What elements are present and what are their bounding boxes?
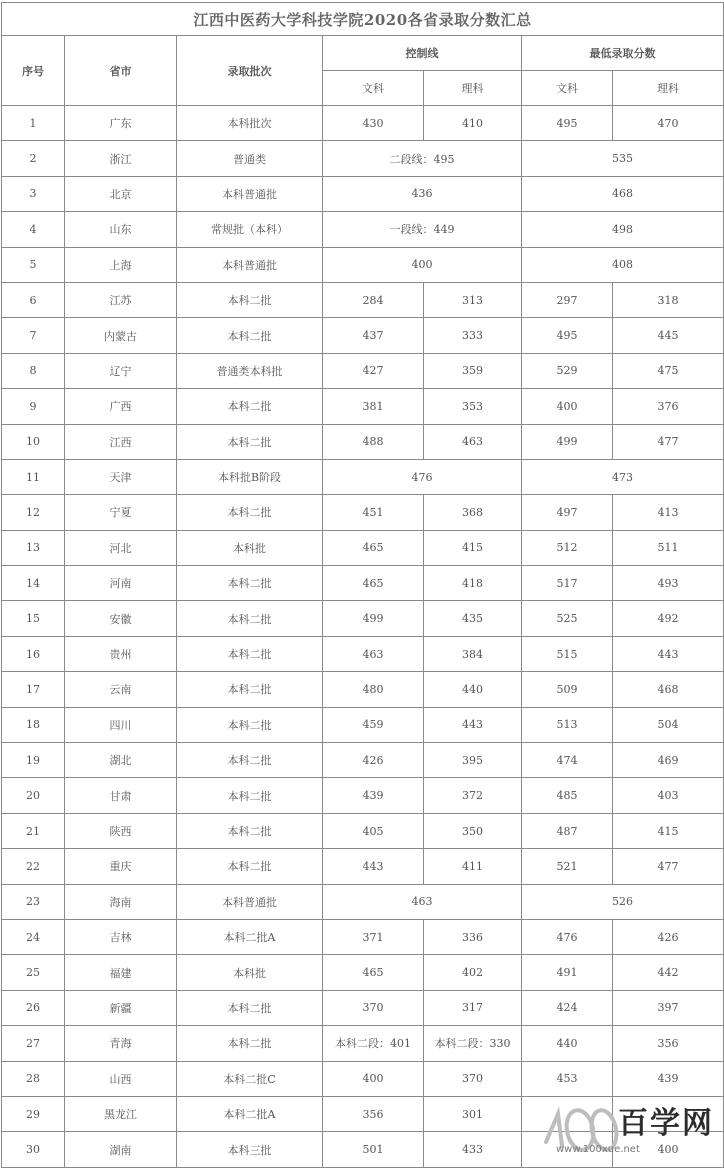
cell-index: 30	[2, 1132, 65, 1167]
cell-index: 22	[2, 849, 65, 884]
cell-index: 16	[2, 636, 65, 671]
cell-province: 河南	[65, 566, 177, 601]
cell-control-science: 435	[424, 601, 522, 636]
cell-control-arts: 437	[323, 318, 424, 353]
cell-min-science: 439	[613, 1061, 724, 1096]
cell-control-science: 350	[424, 813, 522, 848]
cell-control-arts: 405	[323, 813, 424, 848]
cell-min-score: 535	[522, 141, 724, 176]
table-row	[2, 530, 724, 565]
watermark-url: www.100xue.net	[556, 1144, 640, 1155]
cell-province: 黑龙江	[65, 1096, 177, 1131]
cell-batch: 本科二批	[177, 318, 323, 353]
cell-control-science: 333	[424, 318, 522, 353]
cell-index: 17	[2, 672, 65, 707]
cell-index: 13	[2, 530, 65, 565]
table-row	[2, 707, 724, 742]
cell-index: 23	[2, 884, 65, 919]
cell-control-science: 402	[424, 955, 522, 990]
cell-index: 15	[2, 601, 65, 636]
cell-control-line: 463	[323, 884, 522, 919]
cell-batch: 本科二批	[177, 672, 323, 707]
cell-province: 宁夏	[65, 495, 177, 530]
cell-batch: 本科三批	[177, 1132, 323, 1167]
cell-control-line: 476	[323, 459, 522, 494]
header-batch: 录取批次	[177, 36, 323, 106]
table-row	[2, 566, 724, 601]
table-row	[2, 955, 724, 990]
cell-min-science: 475	[613, 353, 724, 388]
table-row	[2, 141, 724, 176]
cell-control-science: 443	[424, 707, 522, 742]
cell-control-line: 436	[323, 176, 522, 211]
cell-index: 1	[2, 106, 65, 141]
cell-control-science: 395	[424, 743, 522, 778]
cell-index: 18	[2, 707, 65, 742]
cell-index: 14	[2, 566, 65, 601]
table-row	[2, 389, 724, 424]
cell-min-score: 473	[522, 459, 724, 494]
cell-min-science: 376	[613, 389, 724, 424]
cell-batch: 本科二批	[177, 707, 323, 742]
cell-batch: 本科批B阶段	[177, 459, 323, 494]
cell-min-science: 493	[613, 566, 724, 601]
cell-index: 6	[2, 282, 65, 317]
cell-min-arts: 515	[522, 636, 613, 671]
cell-min-science: 403	[613, 778, 724, 813]
cell-control-line: 二段线：495	[323, 141, 522, 176]
cell-control-science: 336	[424, 919, 522, 954]
table-row	[2, 495, 724, 530]
cell-min-arts: 440	[522, 1026, 613, 1061]
cell-index: 25	[2, 955, 65, 990]
cell-index: 26	[2, 990, 65, 1025]
cell-province: 四川	[65, 707, 177, 742]
cell-min-science: 477	[613, 849, 724, 884]
cell-batch: 本科批	[177, 955, 323, 990]
cell-batch: 本科二批	[177, 566, 323, 601]
cell-province: 湖北	[65, 743, 177, 778]
cell-index: 28	[2, 1061, 65, 1096]
cell-index: 9	[2, 389, 65, 424]
cell-min-arts: 400	[522, 389, 613, 424]
cell-min-arts: 509	[522, 672, 613, 707]
cell-index: 27	[2, 1026, 65, 1061]
cell-control-science: 372	[424, 778, 522, 813]
cell-min-arts: 529	[522, 353, 613, 388]
cell-control-science: 359	[424, 353, 522, 388]
table-body	[2, 106, 724, 1168]
cell-min-arts: 499	[522, 424, 613, 459]
cell-province: 新疆	[65, 990, 177, 1025]
cell-min-arts: 497	[522, 495, 613, 530]
cell-index: 21	[2, 813, 65, 848]
cell-control-arts: 465	[323, 530, 424, 565]
cell-control-arts: 488	[323, 424, 424, 459]
cell-province: 安徽	[65, 601, 177, 636]
cell-min-arts: 424	[522, 990, 613, 1025]
cell-control-science: 433	[424, 1132, 522, 1167]
cell-control-arts: 381	[323, 389, 424, 424]
cell-batch: 本科二批C	[177, 1061, 323, 1096]
cell-control-science: 301	[424, 1096, 522, 1131]
cell-province: 青海	[65, 1026, 177, 1061]
cell-batch: 本科普通批	[177, 884, 323, 919]
cell-min-arts: 474	[522, 743, 613, 778]
table-row	[2, 990, 724, 1025]
cell-control-science: 384	[424, 636, 522, 671]
cell-batch: 本科二批	[177, 849, 323, 884]
table-row	[2, 1026, 724, 1061]
header-control-arts: 文科	[323, 71, 424, 106]
table-row	[2, 1061, 724, 1096]
cell-min-arts: 513	[522, 707, 613, 742]
cell-min-science: 442	[613, 955, 724, 990]
table-row	[2, 247, 724, 282]
cell-batch: 本科二批	[177, 743, 323, 778]
cell-control-arts: 284	[323, 282, 424, 317]
table-row	[2, 601, 724, 636]
cell-min-science: 443	[613, 636, 724, 671]
watermark-text: 百学网	[618, 1106, 714, 1141]
cell-min-arts: 485	[522, 778, 613, 813]
cell-batch: 本科二批A	[177, 1096, 323, 1131]
cell-batch: 本科二批	[177, 424, 323, 459]
cell-control-science: 353	[424, 389, 522, 424]
cell-index: 3	[2, 176, 65, 211]
cell-control-arts: 443	[323, 849, 424, 884]
cell-province: 广西	[65, 389, 177, 424]
cell-min-science: 318	[613, 282, 724, 317]
cell-min-arts: 521	[522, 849, 613, 884]
cell-min-arts: 495	[522, 106, 613, 141]
cell-batch: 本科二批	[177, 1026, 323, 1061]
cell-control-science: 370	[424, 1061, 522, 1096]
cell-control-science: 463	[424, 424, 522, 459]
cell-min-score: 408	[522, 247, 724, 282]
cell-batch: 本科二批	[177, 636, 323, 671]
cell-control-line: 400	[323, 247, 522, 282]
cell-min-science: 511	[613, 530, 724, 565]
cell-batch: 本科批次	[177, 106, 323, 141]
cell-province: 江苏	[65, 282, 177, 317]
cell-province: 天津	[65, 459, 177, 494]
header-control-line: 控制线	[323, 36, 522, 71]
cell-control-arts: 本科二段：401	[323, 1026, 424, 1061]
page-title: 江西中医药大学科技学院2020各省录取分数汇总	[2, 3, 724, 36]
cell-min-science: 397	[613, 990, 724, 1025]
cell-min-science: 469	[613, 743, 724, 778]
cell-batch: 普通类本科批	[177, 353, 323, 388]
cell-province: 重庆	[65, 849, 177, 884]
cell-min-science: 470	[613, 106, 724, 141]
cell-control-arts: 370	[323, 990, 424, 1025]
cell-control-arts: 463	[323, 636, 424, 671]
table-row	[2, 282, 724, 317]
table-row	[2, 778, 724, 813]
cell-index: 4	[2, 212, 65, 247]
cell-control-science: 410	[424, 106, 522, 141]
cell-province: 内蒙古	[65, 318, 177, 353]
cell-province: 辽宁	[65, 353, 177, 388]
cell-index: 29	[2, 1096, 65, 1131]
cell-control-science: 415	[424, 530, 522, 565]
header-index: 序号	[2, 36, 65, 106]
table-row	[2, 106, 724, 141]
cell-control-science: 317	[424, 990, 522, 1025]
cell-control-science: 418	[424, 566, 522, 601]
cell-min-science: 426	[613, 919, 724, 954]
cell-control-arts: 480	[323, 672, 424, 707]
cell-min-score: 498	[522, 212, 724, 247]
cell-control-arts: 400	[323, 1061, 424, 1096]
table-row	[2, 743, 724, 778]
cell-batch: 本科批	[177, 530, 323, 565]
cell-province: 广东	[65, 106, 177, 141]
cell-control-arts: 430	[323, 106, 424, 141]
cell-min-arts: 495	[522, 318, 613, 353]
cell-province: 山西	[65, 1061, 177, 1096]
table-row	[2, 212, 724, 247]
cell-index: 12	[2, 495, 65, 530]
cell-batch: 本科二批	[177, 601, 323, 636]
cell-min-science: 468	[613, 672, 724, 707]
cell-min-science: 504	[613, 707, 724, 742]
cell-min-arts: 517	[522, 566, 613, 601]
cell-province: 贵州	[65, 636, 177, 671]
table-row	[2, 318, 724, 353]
cell-batch: 本科二批	[177, 990, 323, 1025]
header-min-score: 最低录取分数	[522, 36, 724, 71]
cell-batch: 常规批（本科）	[177, 212, 323, 247]
cell-min-science: 445	[613, 318, 724, 353]
cell-control-science: 本科二段：330	[424, 1026, 522, 1061]
table-row	[2, 176, 724, 211]
cell-province: 吉林	[65, 919, 177, 954]
cell-province: 湖南	[65, 1132, 177, 1167]
cell-index: 8	[2, 353, 65, 388]
header-min-arts: 文科	[522, 71, 613, 106]
cell-province: 北京	[65, 176, 177, 211]
table-row	[2, 919, 724, 954]
cell-min-science: 492	[613, 601, 724, 636]
cell-index: 2	[2, 141, 65, 176]
cell-control-arts: 426	[323, 743, 424, 778]
header-control-science: 理科	[424, 71, 522, 106]
cell-control-arts: 356	[323, 1096, 424, 1131]
cell-index: 24	[2, 919, 65, 954]
cell-min-arts: 297	[522, 282, 613, 317]
table-row	[2, 813, 724, 848]
cell-batch: 本科二批	[177, 389, 323, 424]
cell-province: 山东	[65, 212, 177, 247]
cell-province: 福建	[65, 955, 177, 990]
cell-index: 20	[2, 778, 65, 813]
cell-batch: 本科二批	[177, 282, 323, 317]
cell-control-arts: 427	[323, 353, 424, 388]
cell-control-arts: 465	[323, 955, 424, 990]
cell-index: 11	[2, 459, 65, 494]
cell-batch: 本科二批	[177, 778, 323, 813]
cell-min-arts: 453	[522, 1061, 613, 1096]
cell-min-science: 413	[613, 495, 724, 530]
table-row	[2, 459, 724, 494]
cell-min-science: 477	[613, 424, 724, 459]
cell-index: 19	[2, 743, 65, 778]
cell-min-science: 415	[613, 813, 724, 848]
cell-min-science: 400	[613, 1132, 724, 1167]
cell-control-arts: 371	[323, 919, 424, 954]
cell-min-arts: 476	[522, 919, 613, 954]
cell-min-arts: 487	[522, 813, 613, 848]
cell-batch: 本科二批	[177, 495, 323, 530]
cell-control-arts: 499	[323, 601, 424, 636]
cell-control-science: 411	[424, 849, 522, 884]
table-row	[2, 884, 724, 919]
cell-control-science: 313	[424, 282, 522, 317]
cell-index: 10	[2, 424, 65, 459]
cell-min-arts: 512	[522, 530, 613, 565]
cell-control-arts: 459	[323, 707, 424, 742]
cell-batch: 本科普通批	[177, 247, 323, 282]
cell-province: 河北	[65, 530, 177, 565]
table-row	[2, 672, 724, 707]
cell-control-arts: 439	[323, 778, 424, 813]
cell-control-arts: 465	[323, 566, 424, 601]
header-province: 省市	[65, 36, 177, 106]
table-row	[2, 636, 724, 671]
table-row	[2, 353, 724, 388]
cell-province: 浙江	[65, 141, 177, 176]
watermark-logo	[536, 1094, 722, 1168]
cell-province: 海南	[65, 884, 177, 919]
cell-min-arts: 491	[522, 955, 613, 990]
cell-min-score: 526	[522, 884, 724, 919]
cell-index: 7	[2, 318, 65, 353]
cell-batch: 本科二批	[177, 813, 323, 848]
cell-control-science: 440	[424, 672, 522, 707]
cell-batch: 普通类	[177, 141, 323, 176]
cell-province: 江西	[65, 424, 177, 459]
table-row	[2, 849, 724, 884]
cell-province: 陕西	[65, 813, 177, 848]
cell-control-arts: 451	[323, 495, 424, 530]
cell-min-science: 356	[613, 1026, 724, 1061]
cell-province: 甘肃	[65, 778, 177, 813]
cell-control-line: 一段线：449	[323, 212, 522, 247]
cell-min-arts: 525	[522, 601, 613, 636]
cell-control-science: 368	[424, 495, 522, 530]
cell-min-score: 468	[522, 176, 724, 211]
header-min-science: 理科	[613, 71, 724, 106]
cell-batch: 本科二批A	[177, 919, 323, 954]
admission-score-table	[1, 2, 724, 1168]
cell-batch: 本科普通批	[177, 176, 323, 211]
cell-index: 5	[2, 247, 65, 282]
table-row	[2, 424, 724, 459]
cell-control-arts: 501	[323, 1132, 424, 1167]
cell-province: 上海	[65, 247, 177, 282]
cell-province: 云南	[65, 672, 177, 707]
